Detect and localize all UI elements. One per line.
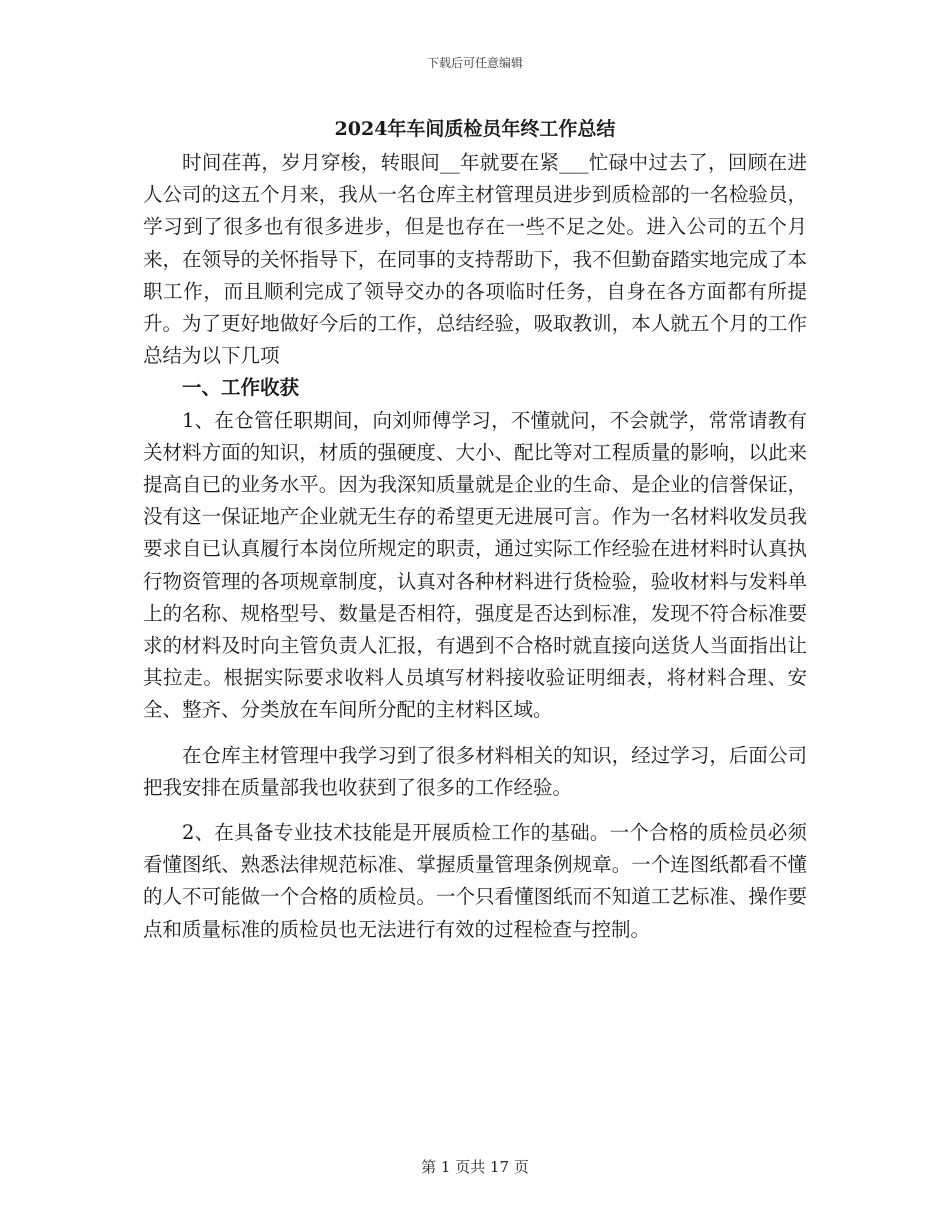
- header-note: 下载后可任意编辑: [426, 56, 523, 70]
- paragraph-item-1: 1、在仓管任职期间，向刘师傅学习，不懂就问，不会就学，常常请教有关材料方面的知识，材质的强硬度、大小、配比等对工程质量的影响，以此来提高自已的业务水平。因为我深知质量就是企业的生命、是企业的信誉保证，没有这一保证地产企业就无生存的希望更无进展可言。作为一名材料收发员我要求自已认真履行本岗位所规定的职责，通过实际工作经验在进材料时认真执行物资管理的各项规章制度，认真对各种材料进行货检验，验收材料与发料单上的名称、规格型号、数量是否相符，强度是否达到标准，发现不符合标准要求的材料及时向主管负责人汇报，有遇到不合格时就直接向送货人当面指出让其拉走。根据实际要求收料人员填写材料接收验证明细表，将材料合理、安全、整齐、分类放在车间所分配的主材料区域。: [143, 408, 807, 722]
- document-title: 2024年车间质检员年终工作总结: [334, 118, 616, 140]
- page-number: 第 1 页共 17 页: [421, 1158, 529, 1176]
- paragraph-item-2: 2、在具备专业技术技能是开展质检工作的基础。一个合格的质检员必须看懂图纸、熟悉法律规范标准、掌握质量管理条例规章。一个连图纸都看不懂的人不可能做一个合格的质检员。一个只看懂图纸而不知道工艺标准、操作要点和质量标准的质检员也无法进行有效的过程检查与控制。: [143, 821, 807, 941]
- document-body: [143, 147, 807, 946]
- section-heading-work-gains: 一、工作收获: [182, 376, 300, 400]
- intro-paragraph: 时间荏苒，岁月穿梭，转眼间__年就要在紧___忙碌中过去了，回顾在进人公司的这五个月来，我从一名仓库主材管理员进步到质检部的一名检验员，学习到了很多也有很多进步，但是也存在一些不足之处。进入公司的五个月来，在领导的关怀指导下，在同事的支持帮助下，我不但勤奋踏实地完成了本职工作，而且顺利完成了领导交办的各项临时任务，自身在各方面都有所提升。为了更好地做好今后的工作，总结经验，吸取教训，本人就五个月的工作总结为以下几项: [143, 151, 807, 368]
- paragraph-warehouse-summary: 在仓库主材管理中我学习到了很多材料相关的知识，经过学习，后面公司把我安排在质量部我也收获到了很多的工作经验。: [143, 743, 807, 799]
